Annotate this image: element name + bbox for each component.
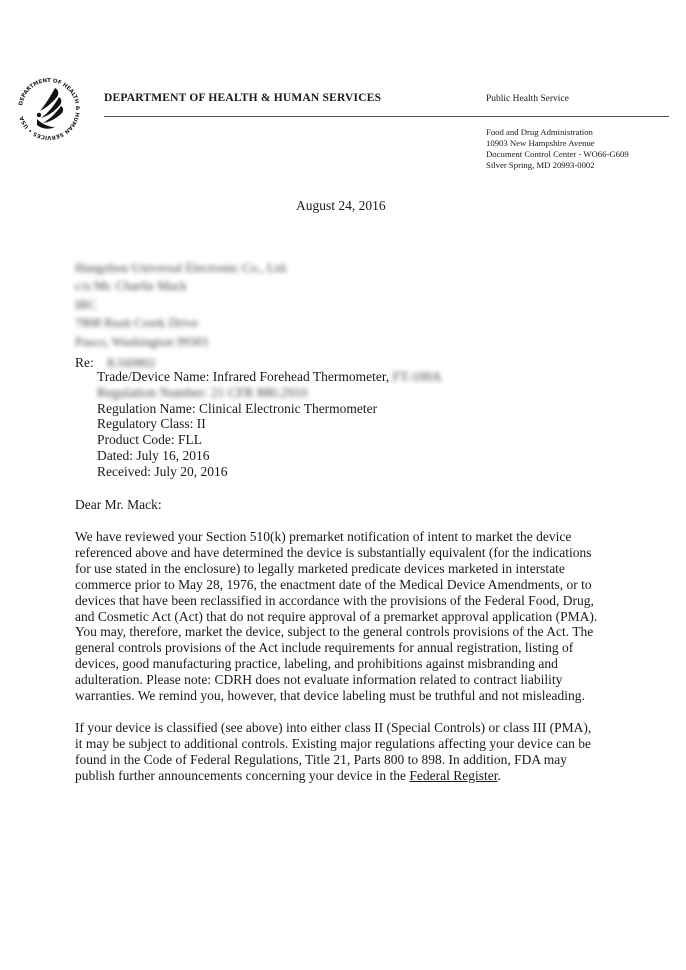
fda-address-line: Food and Drug Administration: [486, 127, 593, 137]
paragraph-line: general controls provisions of the Act include requirements for annual registration, listing of: [75, 640, 574, 656]
recipient-line: c/o Mr. Charlie Mack: [75, 278, 187, 294]
paragraph-line: adulteration. Please note: CDRH does not evaluate information related to contract liability: [75, 672, 563, 688]
paragraph-line: commerce prior to May 28, 1976, the enactment date of the Medical Device Amendments, or to: [75, 576, 592, 592]
paragraph-line: [75, 768, 615, 784]
dated: Dated: July 16, 2016: [97, 447, 210, 463]
recipient-line: 7808 Rush Creek Drive: [75, 315, 199, 331]
letter-date: August 24, 2016: [296, 198, 386, 213]
re-label: Re:: [75, 355, 94, 370]
public-health-service-label: Public Health Service: [486, 94, 569, 104]
department-heading: DEPARTMENT OF HEALTH & HUMAN SERVICES: [104, 92, 382, 104]
trade-device-name: [97, 369, 442, 385]
body-paragraph-2: [75, 720, 615, 784]
product-code: Product Code: FLL: [97, 432, 202, 448]
paragraph-line: referenced above and have determined the device is substantially equivalent (for the indications: [75, 544, 592, 560]
paragraph-line: and Cosmetic Act (Act) that do not require approval of a premarket approval application (PMA).: [75, 608, 598, 624]
paragraph-line: devices that have been reclassified in accordance with the provisions of the Federal Food, Drug,: [75, 592, 594, 608]
paragraph-line: If your device is classified (see above) into either class II (Special Controls) or class III (PMA),: [75, 720, 592, 735]
recipient-line: Hangzhou Universal Electronic Co., Ltd.: [75, 260, 289, 275]
device-model: FT-100A: [392, 369, 442, 384]
regulatory-class: Regulatory Class: II: [97, 416, 206, 432]
paragraph-line: warranties. We remind you, however, that device labeling must be truthful and not misleading.: [75, 688, 585, 704]
recipient-address-block: [75, 259, 288, 351]
regulation-name: Regulation Name: Clinical Electronic Thermometer: [97, 400, 378, 416]
trade-device-label: Trade/Device Name: Infrared Forehead Thermometer,: [97, 369, 393, 384]
fda-address-line: Document Control Center - WO66-G609: [486, 149, 629, 159]
paragraph-line: You may, therefore, market the device, subject to the general controls provisions of the Act. The: [75, 624, 594, 640]
device-details: [97, 369, 442, 480]
svg-text:DEPARTMENT OF HEALTH & HUMAN S: DEPARTMENT OF HEALTH & HUMAN SERVICES • USA: [18, 77, 81, 141]
paragraph-line: We have reviewed your Section 510(k) premarket notification of intent to market the device: [75, 529, 572, 544]
body-paragraph-1: [75, 529, 615, 704]
received: Received: July 20, 2016: [97, 463, 228, 479]
fda-address-line: Silver Spring, MD 20993-0002: [486, 160, 595, 170]
paragraph-line: for use stated in the enclosure) to legally marketed predicate devices marketed in interstate: [75, 560, 565, 576]
recipient-line: IRC: [75, 296, 97, 312]
hhs-seal-logo: [15, 75, 83, 143]
paragraph-text: publish further announcements concerning your device in the: [75, 767, 410, 783]
letterhead-divider: [104, 116, 669, 117]
submission-number: K160802: [107, 355, 156, 370]
paragraph-line: it may be subject to additional controls. Existing major regulations affecting your device can be: [75, 735, 591, 751]
paragraph-line: found in the Code of Federal Regulations, Title 21, Parts 800 to 898. In addition, FDA may: [75, 751, 567, 767]
paragraph-text: .: [497, 767, 501, 783]
fda-address-block: [486, 127, 629, 171]
salutation: Dear Mr. Mack:: [75, 497, 162, 512]
paragraph-line: devices, good manufacturing practice, labeling, and prohibitions against misbranding and: [75, 656, 558, 672]
fda-address-line: 10903 New Hampshire Avenue: [486, 138, 595, 148]
federal-register-link[interactable]: Federal Register: [409, 767, 498, 783]
recipient-line: Pasco, Washington 99301: [75, 333, 210, 349]
regulation-number: Regulation Number: 21 CFR 880.2910: [97, 384, 308, 400]
